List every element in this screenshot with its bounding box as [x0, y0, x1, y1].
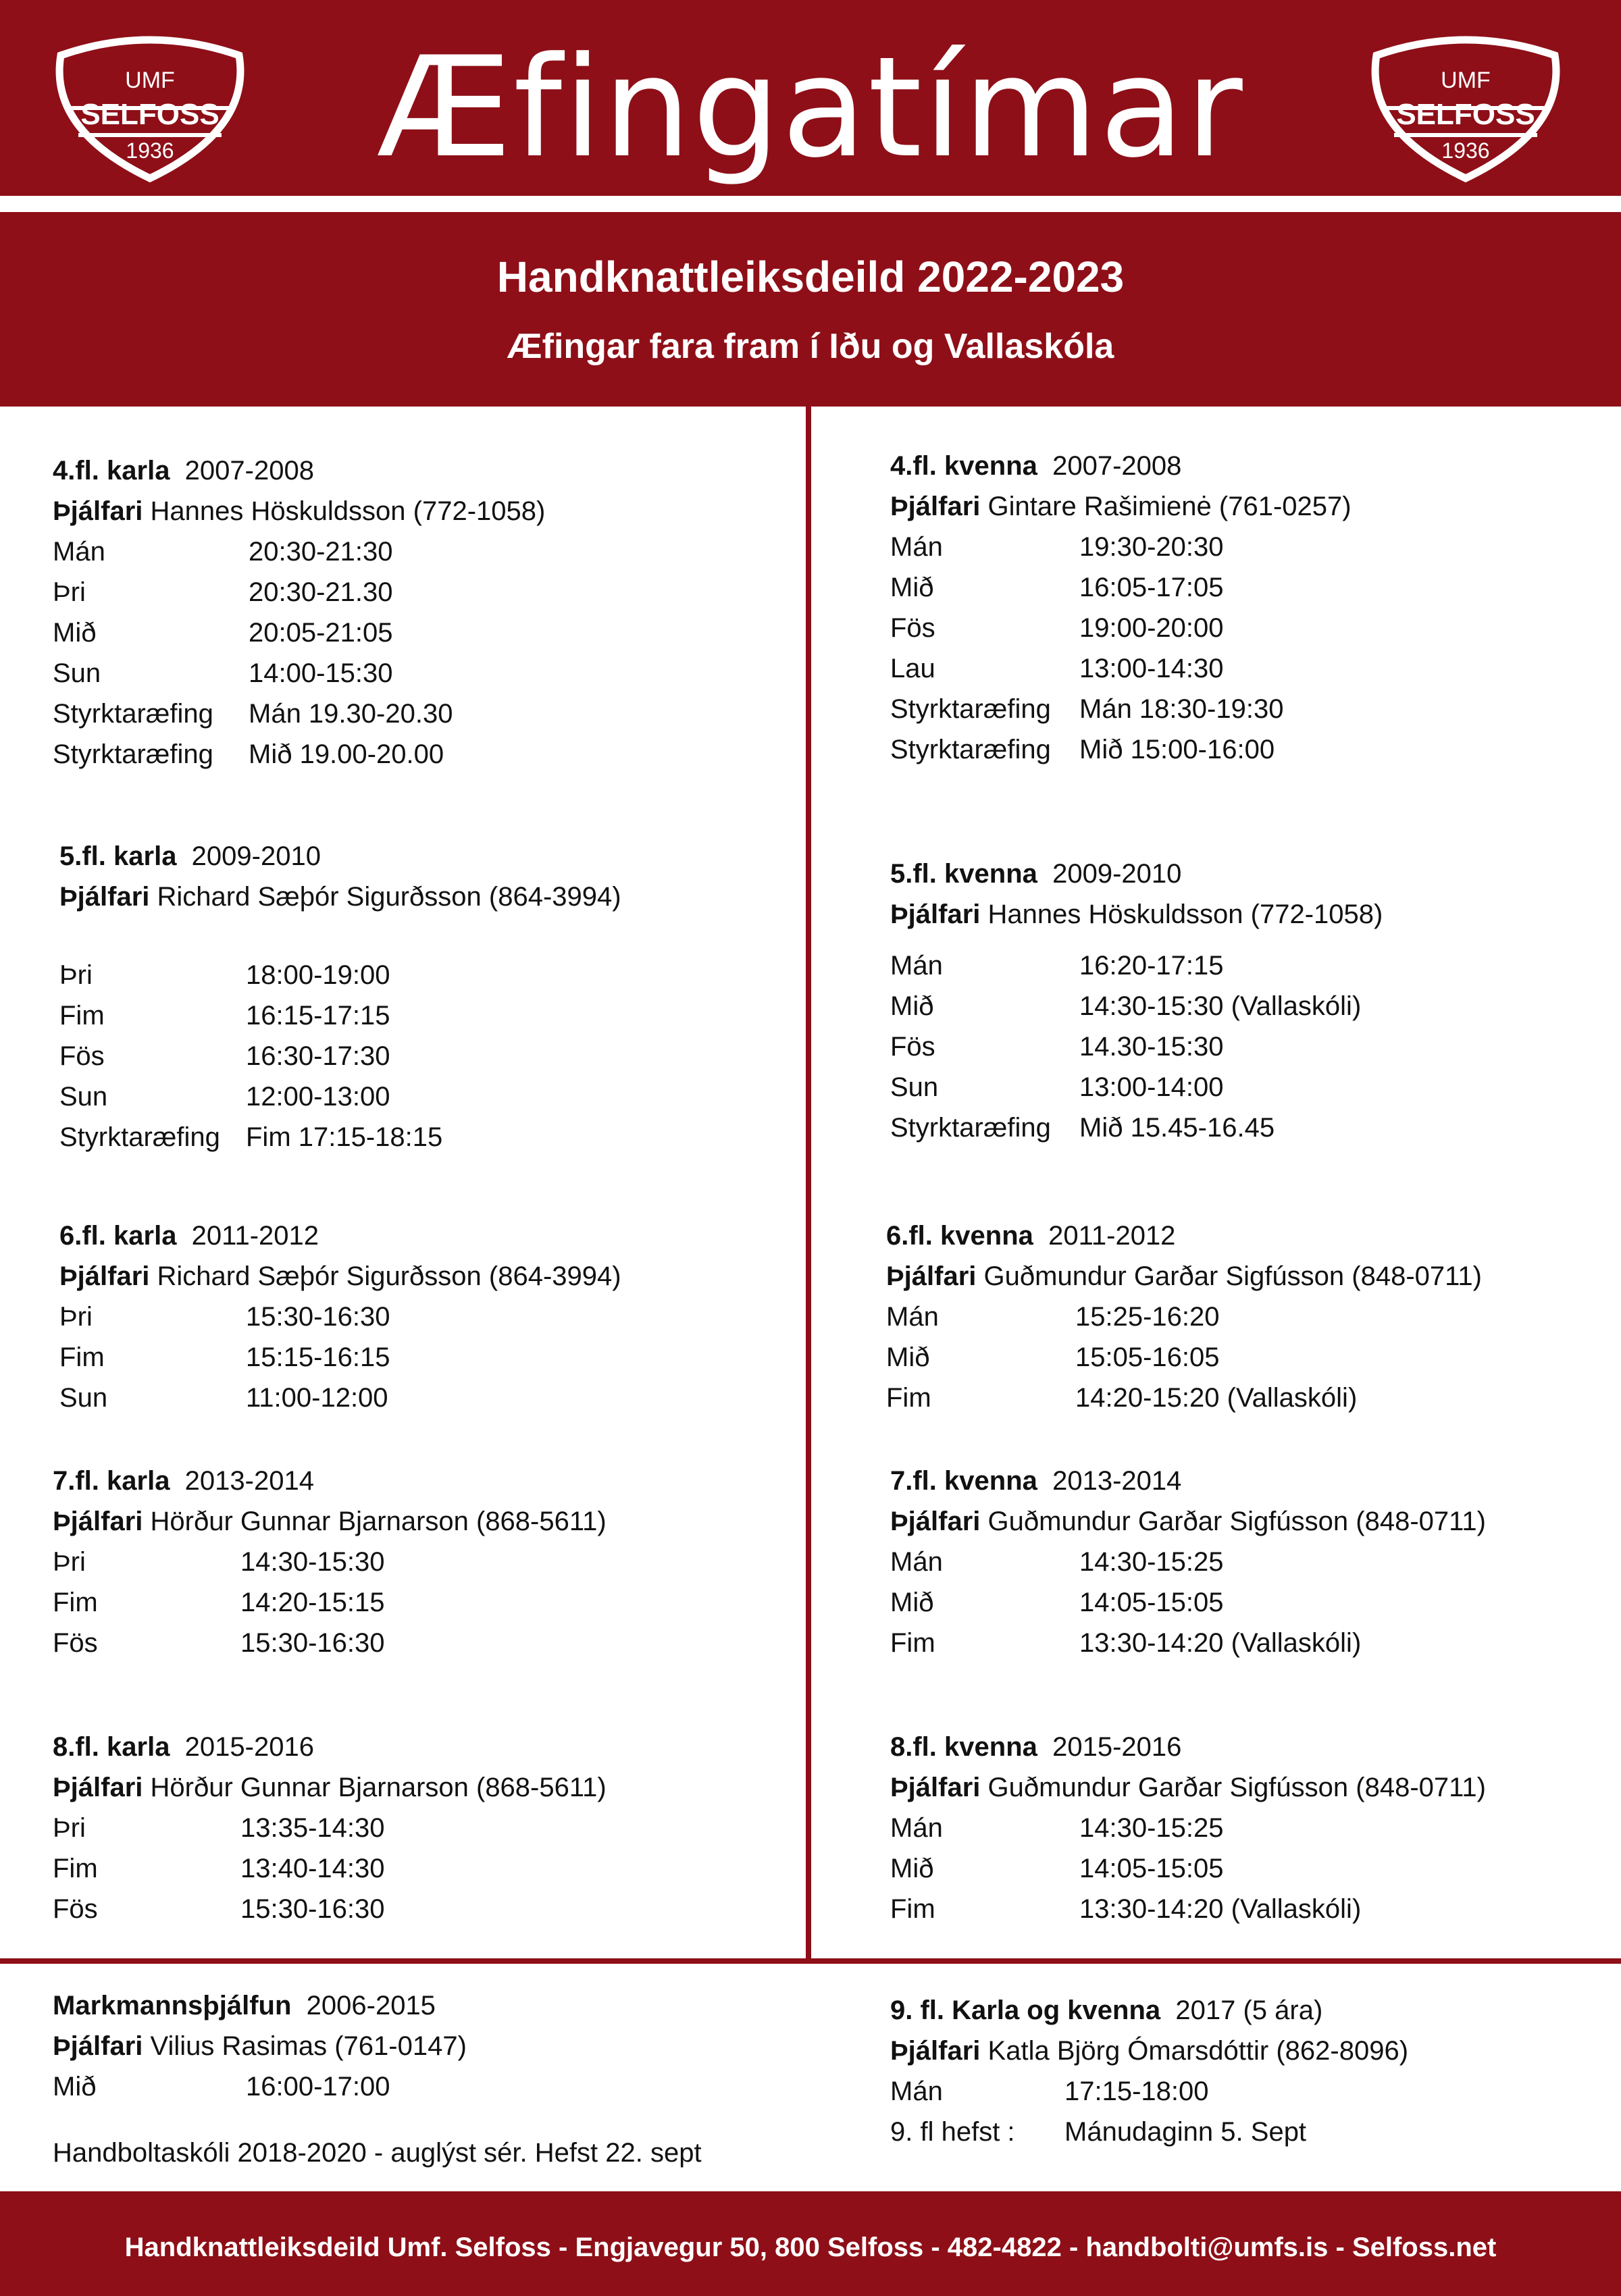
session-list [890, 1542, 1486, 1663]
logo-year-text: 1936 [126, 138, 174, 163]
handboltaskoli-note: Handboltaskóli 2018-2020 - auglýst sér. Hefst 22. sept [53, 2138, 702, 2168]
session-day: Fös [53, 1894, 98, 1924]
session-time: 16:20-17:15 [1079, 951, 1224, 981]
coach-label: Þjálfari [886, 1261, 977, 1291]
session-time: 19:00-20:00 [1079, 613, 1224, 643]
session-time: 14:30-15:30 [240, 1547, 385, 1577]
session-row [890, 1623, 1486, 1663]
coach-line [890, 894, 1383, 935]
session-time: 20:05-21:05 [249, 618, 393, 648]
session-row [53, 2066, 467, 2107]
section-title: Handknattleiksdeild 2022-2023 [496, 253, 1125, 301]
session-row [886, 1378, 1482, 1418]
group-years: 2006-2015 [306, 1991, 436, 2020]
session-time: 12:00-13:00 [246, 1082, 390, 1112]
session-day: Fös [59, 1041, 105, 1071]
group-years: 2011-2012 [191, 1221, 319, 1251]
schedule-block [53, 1461, 607, 1663]
group-years: 2011-2012 [1048, 1221, 1176, 1251]
group-name: 9. fl. Karla og kvenna [890, 1995, 1161, 2025]
session-time: Mið 15:00-16:00 [1079, 735, 1275, 764]
session-row [59, 1337, 621, 1378]
logo-year-text: 1936 [1441, 138, 1490, 163]
group-header [890, 1727, 1486, 1767]
schedule-block [890, 1727, 1486, 1929]
session-row [890, 1889, 1486, 1929]
session-time: 14:30-15:30 (Vallaskóli) [1079, 991, 1362, 1021]
group-name: 4.fl. kvenna [890, 451, 1037, 481]
session-time: 13:00-14:00 [1079, 1072, 1224, 1102]
footer-contact: Handknattleiksdeild Umf. Selfoss - Engjavegur 50, 800 Selfoss - 482-4822 - handbolti@umfs.is - Selfoss.net [124, 2233, 1497, 2262]
group-years: 2009-2010 [191, 841, 321, 871]
group-header [59, 836, 621, 877]
schedule-block [886, 1216, 1482, 1418]
session-day: Sun [890, 1072, 939, 1102]
group-years: 2009-2010 [1052, 859, 1182, 889]
session-day: Þri [53, 1547, 86, 1577]
session-day: 9. fl hefst : [890, 2117, 1015, 2147]
session-row [53, 1889, 607, 1929]
coach-label: Þjálfari [53, 496, 143, 526]
coach-line [890, 1767, 1486, 1808]
session-row [53, 572, 545, 612]
session-day: Mið [53, 2072, 97, 2102]
session-time: 20:30-21:30 [249, 537, 393, 567]
session-time: Mið 15.45-16.45 [1079, 1113, 1275, 1143]
coach-label: Þjálfari [53, 2031, 143, 2061]
coach-line [886, 1256, 1482, 1297]
session-day: Mið [890, 573, 934, 602]
logo-top-text: UMF [125, 68, 175, 93]
session-time: 16:05-17:05 [1079, 573, 1224, 602]
coach-name: Hörður Gunnar Bjarnarson (868-5611) [150, 1773, 607, 1802]
session-day: Mán [890, 1547, 943, 1577]
session-row [886, 1297, 1482, 1337]
session-day: Sun [59, 1383, 108, 1413]
group-years: 2015-2016 [1052, 1732, 1182, 1762]
session-row [53, 694, 545, 734]
session-day: Fös [890, 1032, 935, 1062]
session-row [53, 531, 545, 572]
coach-name: Richard Sæþór Sigurðsson (864-3994) [157, 1261, 621, 1291]
session-row [890, 689, 1352, 729]
group-name: Markmannsþjálfun [53, 1991, 292, 2020]
coach-name: Vilius Rasimas (761-0147) [150, 2031, 467, 2061]
schedule-block [890, 446, 1352, 770]
schedule-block [890, 1461, 1486, 1663]
session-day: Styrktaræfing [53, 739, 213, 769]
coach-label: Þjálfari [890, 1773, 981, 1802]
session-time: 13:35-14:30 [240, 1813, 385, 1843]
session-row [53, 1848, 607, 1889]
session-list [53, 2066, 467, 2107]
session-day: Styrktaræfing [890, 735, 1051, 764]
coach-label: Þjálfari [890, 899, 981, 929]
schedule-block [53, 1727, 607, 1929]
session-day: Mið [890, 1854, 934, 1883]
group-name: 8.fl. kvenna [890, 1732, 1037, 1762]
column-divider [806, 407, 811, 1961]
coach-line [59, 1256, 621, 1297]
session-day: Mán [53, 537, 105, 567]
session-day: Fim [59, 1001, 105, 1030]
session-list [890, 1808, 1486, 1929]
session-day: Fim [886, 1383, 931, 1413]
session-day: Mán [890, 532, 943, 562]
session-time: 13:30-14:20 (Vallaskóli) [1079, 1628, 1362, 1658]
coach-line [53, 2026, 467, 2066]
session-day: Fim [53, 1588, 98, 1617]
session-row [890, 1026, 1383, 1067]
group-name: 6.fl. karla [59, 1221, 177, 1251]
group-name: 5.fl. karla [59, 841, 177, 871]
session-list [890, 945, 1383, 1148]
session-row [59, 1117, 621, 1157]
coach-name: Hannes Höskuldsson (772-1058) [150, 496, 546, 526]
coach-line [53, 1501, 607, 1542]
session-day: Mán [886, 1302, 939, 1332]
coach-line [53, 491, 545, 531]
session-day: Fös [53, 1628, 98, 1658]
schedule-block [53, 450, 545, 775]
session-time: Mánudaginn 5. Sept [1064, 2117, 1307, 2147]
coach-name: Guðmundur Garðar Sigfússon (848-0711) [987, 1507, 1486, 1536]
session-day: Þri [53, 1813, 86, 1843]
section-divider [0, 1958, 1621, 1964]
session-day: Þri [53, 577, 86, 607]
session-time: 15:30-16:30 [246, 1302, 390, 1332]
schedule-block [890, 1990, 1408, 2152]
session-time: 15:30-16:30 [240, 1628, 385, 1658]
group-years: 2013-2014 [1052, 1466, 1182, 1496]
coach-name: Guðmundur Garðar Sigfússon (848-0711) [983, 1261, 1482, 1291]
session-time: 13:30-14:20 (Vallaskóli) [1079, 1894, 1362, 1924]
section-subtitle: Æfingar fara fram í Iðu og Vallaskóla [507, 327, 1114, 366]
coach-label: Þjálfari [53, 1773, 143, 1802]
group-header [53, 450, 545, 491]
coach-name: Gintare Rašimienė (761-0257) [987, 492, 1352, 521]
coach-line [890, 1501, 1486, 1542]
group-header [53, 1985, 467, 2026]
session-time: 14:20-15:15 [240, 1588, 385, 1617]
session-row [53, 1582, 607, 1623]
session-time: 14:30-15:25 [1079, 1813, 1224, 1843]
session-row [890, 1848, 1486, 1889]
session-time: 15:15-16:15 [246, 1342, 390, 1372]
session-list [53, 1808, 607, 1929]
coach-name: Hörður Gunnar Bjarnarson (868-5611) [150, 1507, 607, 1536]
session-day: Mið [886, 1342, 930, 1372]
session-day: Þri [59, 1302, 93, 1332]
session-day: Mán [890, 2077, 943, 2106]
group-header [53, 1727, 607, 1767]
coach-label: Þjálfari [890, 1507, 981, 1536]
session-time: 13:00-14:30 [1079, 654, 1224, 683]
session-time: 16:30-17:30 [246, 1041, 390, 1071]
session-time: Mán 18:30-19:30 [1079, 694, 1284, 724]
schedule-block [890, 854, 1383, 1148]
session-day: Sun [59, 1082, 108, 1112]
logo-top-text: UMF [1441, 68, 1491, 93]
session-row [890, 1582, 1486, 1623]
coach-line [890, 2031, 1408, 2071]
session-day: Styrktaræfing [53, 699, 213, 729]
schedule-block [59, 836, 621, 1157]
session-day: Mið [890, 1588, 934, 1617]
schedule-block [53, 1985, 467, 2107]
session-day: Fim [59, 1342, 105, 1372]
session-day: Sun [53, 658, 101, 688]
session-row [53, 1808, 607, 1848]
group-name: 7.fl. karla [53, 1466, 170, 1496]
logo-name-text: SELFOSS [1396, 98, 1535, 131]
session-row [890, 729, 1352, 770]
session-day: Mið [890, 991, 934, 1021]
session-list [53, 531, 545, 775]
group-header [890, 446, 1352, 486]
session-list [890, 527, 1352, 770]
coach-name: Guðmundur Garðar Sigfússon (848-0711) [987, 1773, 1486, 1802]
session-row [53, 1623, 607, 1663]
session-row [53, 653, 545, 694]
session-time: 19:30-20:30 [1079, 532, 1224, 562]
group-header [886, 1216, 1482, 1256]
subheader-band [0, 212, 1621, 407]
session-time: 14:20-15:20 (Vallaskóli) [1075, 1383, 1358, 1413]
session-time: 18:00-19:00 [246, 960, 390, 990]
session-time: Mán 19.30-20.30 [249, 699, 453, 729]
group-name: 6.fl. kvenna [886, 1221, 1033, 1251]
coach-name: Hannes Höskuldsson (772-1058) [987, 899, 1383, 929]
group-years: 2017 (5 ára) [1175, 1995, 1323, 2025]
group-header [890, 854, 1383, 894]
session-row [890, 1542, 1486, 1582]
session-list [886, 1297, 1482, 1418]
group-header [53, 1461, 607, 1501]
session-time: 20:30-21.30 [249, 577, 393, 607]
session-time: 16:15-17:15 [246, 1001, 390, 1030]
session-row [890, 2071, 1408, 2112]
session-time: 14:05-15:05 [1079, 1854, 1224, 1883]
session-row [890, 527, 1352, 567]
session-day: Lau [890, 654, 935, 683]
coach-line [59, 877, 621, 917]
session-time: 15:30-16:30 [240, 1894, 385, 1924]
logo-name-text: SELFOSS [80, 98, 220, 131]
session-day: Styrktaræfing [59, 1122, 220, 1152]
coach-label: Þjálfari [890, 2036, 981, 2066]
session-row [890, 945, 1383, 986]
group-years: 2015-2016 [184, 1732, 314, 1762]
group-name: 4.fl. karla [53, 456, 170, 486]
session-list [890, 2071, 1408, 2152]
coach-label: Þjálfari [890, 492, 981, 521]
coach-label: Þjálfari [59, 882, 150, 912]
coach-line [53, 1767, 607, 1808]
session-list [53, 1542, 607, 1663]
group-header [890, 1461, 1486, 1501]
session-row [890, 567, 1352, 608]
session-row [59, 1378, 621, 1418]
session-time: 15:25-16:20 [1075, 1302, 1220, 1332]
session-row [890, 1067, 1383, 1107]
session-row [59, 1297, 621, 1337]
session-row [890, 608, 1352, 648]
session-row [890, 986, 1383, 1026]
session-time: 14.30-15:30 [1079, 1032, 1224, 1062]
session-row [890, 2112, 1408, 2152]
coach-name: Richard Sæþór Sigurðsson (864-3994) [157, 882, 621, 912]
session-day: Mán [890, 951, 943, 981]
session-list [59, 955, 621, 1157]
session-time: Fim 17:15-18:15 [246, 1122, 443, 1152]
session-day: Styrktaræfing [890, 1113, 1051, 1143]
session-row [59, 1036, 621, 1076]
session-day: Fös [890, 613, 935, 643]
session-time: 13:40-14:30 [240, 1854, 385, 1883]
session-row [59, 1076, 621, 1117]
session-day: Fim [890, 1894, 935, 1924]
coach-label: Þjálfari [53, 1507, 143, 1536]
session-row [890, 1107, 1383, 1148]
session-day: Mán [890, 1813, 943, 1843]
group-years: 2013-2014 [184, 1466, 314, 1496]
session-row [59, 955, 621, 995]
session-day: Mið [53, 618, 97, 648]
coach-label: Þjálfari [59, 1261, 150, 1291]
session-row [53, 1542, 607, 1582]
coach-name: Katla Björg Ómarsdóttir (862-8096) [987, 2036, 1409, 2066]
group-header [59, 1216, 621, 1256]
session-time: 14:00-15:30 [249, 658, 393, 688]
session-day: Fim [53, 1854, 98, 1883]
group-name: 5.fl. kvenna [890, 859, 1037, 889]
session-time: 11:00-12:00 [246, 1383, 388, 1413]
session-row [886, 1337, 1482, 1378]
session-row [890, 648, 1352, 689]
schedule-block [59, 1216, 621, 1418]
page-title: Æfingatímar [377, 28, 1244, 188]
session-day: Þri [59, 960, 93, 990]
session-time: Mið 19.00-20.00 [249, 739, 444, 769]
session-day: Styrktaræfing [890, 694, 1051, 724]
session-time: 17:15-18:00 [1064, 2077, 1209, 2106]
session-row [59, 995, 621, 1036]
session-row [53, 734, 545, 775]
group-name: 7.fl. kvenna [890, 1466, 1037, 1496]
session-row [890, 1808, 1486, 1848]
session-time: 16:00-17:00 [246, 2072, 390, 2102]
group-name: 8.fl. karla [53, 1732, 170, 1762]
session-time: 14:30-15:25 [1079, 1547, 1224, 1577]
session-row [53, 612, 545, 653]
session-list [59, 1297, 621, 1418]
coach-line [890, 486, 1352, 527]
session-time: 15:05-16:05 [1075, 1342, 1220, 1372]
header-divider [0, 196, 1621, 212]
group-header [890, 1990, 1408, 2031]
group-years: 2007-2008 [1052, 451, 1182, 481]
session-time: 14:05-15:05 [1079, 1588, 1224, 1617]
group-years: 2007-2008 [184, 456, 314, 486]
session-day: Fim [890, 1628, 935, 1658]
